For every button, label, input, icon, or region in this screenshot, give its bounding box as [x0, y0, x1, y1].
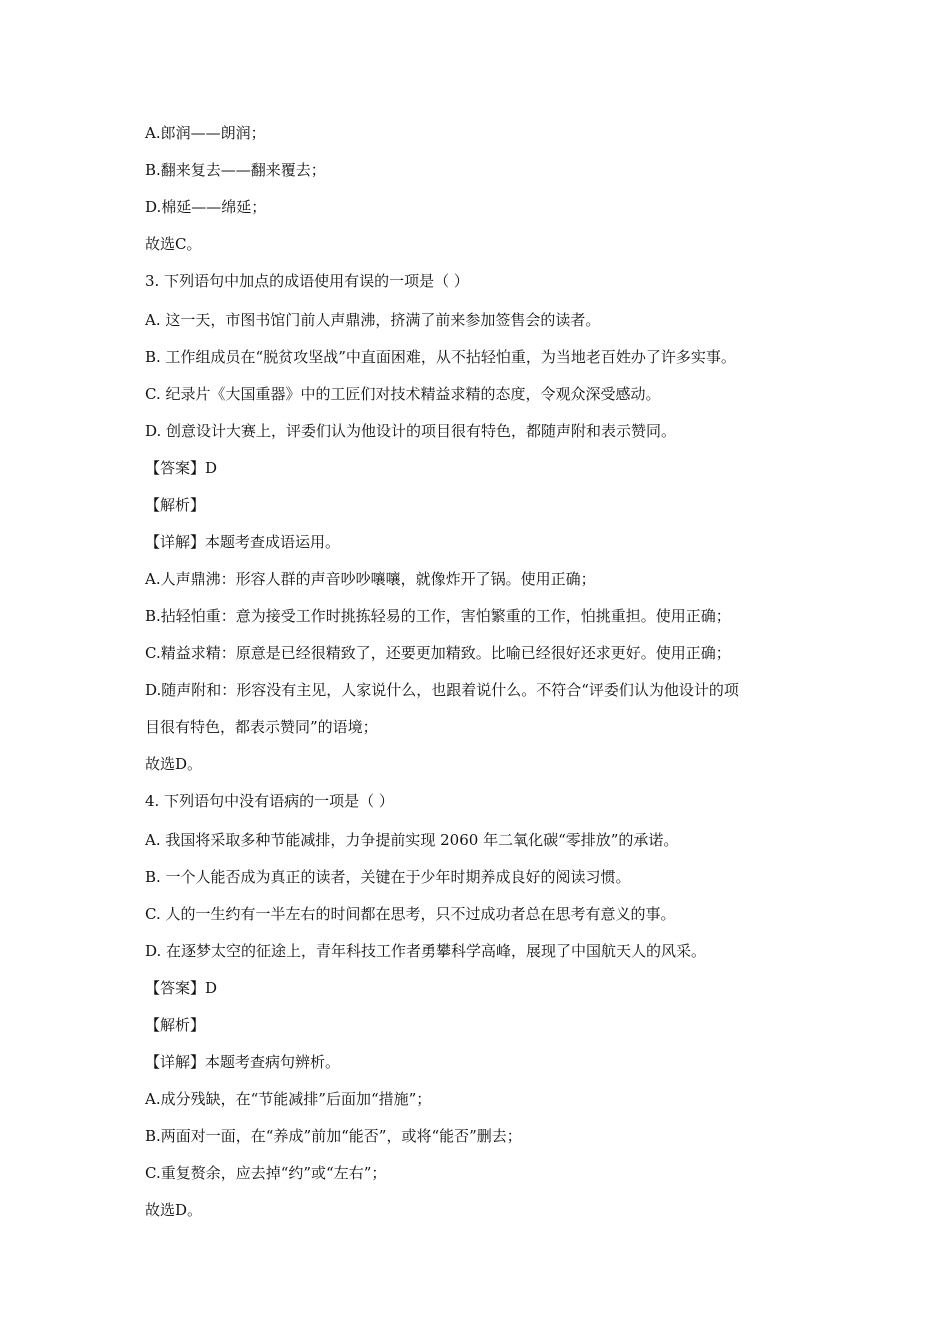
explanation-line: B.两面对一面，在“养成”前加“能否”，或将“能否”删去； [145, 1127, 522, 1145]
analysis-label: 【解析】 [145, 1016, 206, 1034]
explanation-line: B.拈轻怕重：意为接受工作时挑拣轻易的工作，害怕繁重的工作，怕挑重担。使用正确； [145, 607, 731, 625]
detail-heading: 【详解】本题考查成语运用。 [145, 533, 341, 551]
option-line: C. 人的一生约有一半左右的时间都在思考，只不过成功者总在思考有意义的事。 [145, 905, 676, 923]
explanation-line: C.精益求精：原意是已经很精致了，还要更加精致。比喻已经很好还求更好。使用正确； [145, 644, 731, 662]
text-line: 故选D。 [145, 755, 203, 773]
option-line: D. 创意设计大赛上，评委们认为他设计的项目很有特色，都随声附和表示赞同。 [145, 422, 677, 440]
detail-heading: 【详解】本题考查病句辨析。 [145, 1053, 341, 1071]
text-line: 故选D。 [145, 1201, 203, 1219]
explanation-line: 目很有特色，都表示赞同”的语境； [145, 718, 378, 736]
text-line: D.棉延——绵延； [145, 198, 267, 216]
option-line: A. 我国将采取多种节能减排，力争提前实现 2060 年二氧化碳“零排放”的承诺。 [145, 831, 679, 849]
explanation-line: C.重复赘余，应去掉“约”或“左右”； [145, 1164, 387, 1182]
option-line: A. 这一天，市图书馆门前人声鼎沸，挤满了前来参加签售会的读者。 [145, 311, 601, 329]
answer-label: 【答案】D [145, 459, 218, 477]
explanation-line: A.成分残缺，在“节能减排”后面加“措施”； [145, 1090, 432, 1108]
text-line: 故选C。 [145, 235, 202, 253]
question-heading: 4. 下列语句中没有语病的一项是（ ） [145, 792, 394, 810]
text-line: A.郎润——朗润； [145, 124, 266, 142]
analysis-label: 【解析】 [145, 496, 206, 514]
explanation-line: D.随声附和：形容没有主见，人家说什么，也跟着说什么。不符合“评委们认为他设计的项 [145, 681, 739, 699]
option-line: D. 在逐梦太空的征途上，青年科技工作者勇攀科学高峰，展现了中国航天人的风采。 [145, 942, 707, 960]
answer-label: 【答案】D [145, 979, 218, 997]
option-line: B. 工作组成员在“脱贫攻坚战”中直面困难，从不拈轻怕重，为当地老百姓办了许多实事。 [145, 348, 736, 366]
explanation-line: A.人声鼎沸：形容人群的声音吵吵嚷嚷，就像炸开了锅。使用正确； [145, 570, 596, 588]
option-line: B. 一个人能否成为真正的读者，关键在于少年时期养成良好的阅读习惯。 [145, 868, 631, 886]
option-line: C. 纪录片《大国重器》中的工匠们对技术精益求精的态度，令观众深受感动。 [145, 385, 661, 403]
question-heading: 3. 下列语句中加点的成语使用有误的一项是（ ） [145, 272, 469, 290]
text-line: B.翻来复去——翻来覆去； [145, 161, 326, 179]
